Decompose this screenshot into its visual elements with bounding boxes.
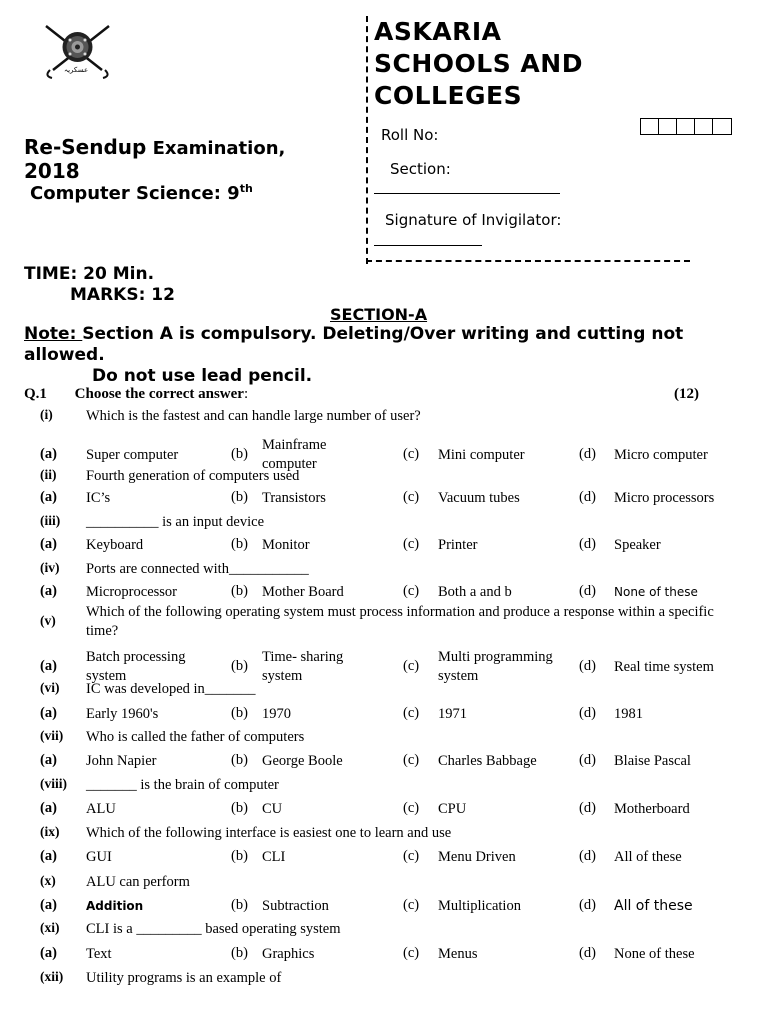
option-d[interactable]: All of these [614,849,682,865]
option-a[interactable]: ALU [86,801,116,817]
option-letter: (d) [579,536,596,552]
q1-text: Choose the correct answer [74,386,244,402]
question-number: (viii) [40,776,67,791]
option-letter: (c) [403,536,420,552]
logo-caption: عسکریہ [64,66,89,74]
q1-marks: (12) [674,386,699,402]
option-b[interactable]: Subtraction [262,898,329,914]
q1-heading [24,386,248,403]
question-text: IC was developed in_______ [86,681,256,697]
question-number: (x) [40,873,56,888]
option-d[interactable]: Micro computer [614,447,708,463]
option-letter: (c) [403,800,420,816]
subject-sup: th [239,182,253,195]
exam-title [24,136,285,184]
option-a[interactable]: Super computer [86,447,179,463]
option-d[interactable]: None of these [614,585,698,599]
roll-box[interactable] [677,119,695,134]
option-c[interactable]: CPU [438,801,467,817]
option-letter: (d) [579,446,596,462]
roll-box[interactable] [695,119,713,134]
option-letter: (b) [231,583,248,599]
question-number: (xii) [40,969,64,984]
option-letter: (b) [231,945,248,961]
option-a[interactable]: Microprocessor [86,584,178,600]
option-letter: (b) [231,446,248,462]
option-d[interactable]: All of these [614,898,693,914]
option-a[interactable]: GUI [86,849,112,865]
question-text: Fourth generation of computers used [86,468,300,484]
option-c[interactable]: Charles Babbage [438,753,537,769]
option-letter: (d) [579,945,596,961]
question-number: (iv) [40,560,60,575]
option-letter: (b) [231,489,248,505]
exam-title-part2: Examination, [146,138,286,159]
exam-time: TIME: 20 Min. [24,264,155,284]
question-text: Which of the following interface is easiest one to learn and use [86,825,452,841]
question-text: Who is called the father of computers [86,729,305,745]
option-b[interactable]: CLI [262,849,286,865]
option-letter: (b) [231,658,248,674]
option-letter: (d) [579,583,596,599]
option-a[interactable]: Keyboard [86,537,144,553]
subject-title [30,182,253,204]
option-d[interactable]: Blaise Pascal [614,753,691,769]
option-letter: (c) [403,752,420,768]
option-b[interactable]: Transistors [262,490,326,506]
roll-box[interactable] [713,119,731,134]
option-c[interactable]: Mini computer [438,447,525,463]
question-text: _______ is the brain of computer [86,777,279,793]
option-letter: (c) [403,945,420,961]
question-text: Ports are connected with___________ [86,561,309,577]
option-letter: (a) [40,658,57,674]
option-c[interactable]: Menus [438,946,478,962]
question-number: (ix) [40,824,60,839]
option-letter: (c) [403,848,420,864]
pencil-note: Do not use lead pencil. [92,366,313,386]
note-text: Section A is compulsory. Deleting/Over writing and cutting not allowed. [24,324,684,365]
option-a[interactable]: Addition [86,899,144,913]
question-text: ALU can perform [86,874,190,890]
exam-marks: MARKS: 12 [70,285,175,305]
option-letter: (a) [40,752,57,768]
option-b[interactable]: Mother Board [262,584,344,600]
option-letter: (a) [40,945,57,961]
question-text: Which is the fastest and can handle large number of user? [86,408,421,424]
option-letter: (b) [231,848,248,864]
option-b[interactable]: 1970 [262,706,291,722]
option-b[interactable]: Monitor [262,537,310,553]
option-letter: (b) [231,705,248,721]
school-name-line3: COLLEGES [374,81,523,110]
option-a[interactable]: Batch processing system [86,649,186,684]
question-text: Which of the following operating system must process information and produce a response within a specific time? [86,604,714,639]
option-letter: (d) [579,489,596,505]
option-letter: (a) [40,897,57,913]
question-text: Utility programs is an example of [86,970,282,986]
option-letter: (c) [403,897,420,913]
question-number: (vii) [40,728,64,743]
q1-number: Q.1 [24,386,47,402]
option-c[interactable]: Multi programming system [438,649,553,684]
option-d[interactable]: Micro processors [614,490,715,506]
question-text: CLI is a _________ based operating system [86,921,341,937]
option-b[interactable]: Time- sharing system [262,649,344,684]
option-letter: (a) [40,705,57,721]
roll-box[interactable] [659,119,677,134]
option-letter: (b) [231,536,248,552]
option-letter: (a) [40,583,57,599]
question-number: (ii) [40,467,57,482]
option-c[interactable]: Multiplication [438,898,521,914]
option-c[interactable]: Menu Driven [438,849,516,865]
option-b[interactable]: Graphics [262,946,315,962]
box-bottom-border [366,260,690,262]
option-letter: (d) [579,897,596,913]
question-text: __________ is an input device [86,514,265,530]
question-number: (i) [40,407,53,422]
option-a[interactable]: John Napier [86,753,157,769]
option-letter: (d) [579,752,596,768]
option-letter: (a) [40,536,57,552]
box-left-border [366,16,368,264]
option-a[interactable]: Early 1960's [86,706,159,722]
option-letter: (a) [40,489,57,505]
question-number: (iii) [40,513,61,528]
note [24,324,759,366]
exam-title-part1: Re-Sendup [24,135,147,159]
subject-text: Computer Science: 9 [30,183,240,204]
option-letter: (c) [403,583,420,599]
option-letter: (b) [231,800,248,816]
option-a[interactable]: Text [86,946,112,962]
school-logo-icon [40,20,115,85]
option-letter: (c) [403,446,420,462]
school-name [374,16,583,112]
roll-no-boxes[interactable] [640,118,732,135]
option-letter: (d) [579,800,596,816]
option-c[interactable]: Vacuum tubes [438,490,520,506]
option-d[interactable]: Speaker [614,537,661,553]
option-c[interactable]: Printer [438,537,478,553]
roll-box[interactable] [641,119,659,134]
signature-line[interactable] [374,245,482,246]
option-letter: (a) [40,446,57,462]
option-letter: (d) [579,658,596,674]
question-number: (xi) [40,920,60,935]
option-b[interactable]: CU [262,801,283,817]
section-heading: SECTION-A [330,305,428,324]
option-letter: (d) [579,848,596,864]
option-letter: (b) [231,897,248,913]
option-d[interactable]: Motherboard [614,801,690,817]
option-letter: (a) [40,848,57,864]
option-c[interactable]: Both a and b [438,584,512,600]
question-number: (vi) [40,680,60,695]
option-letter: (c) [403,489,420,505]
note-label: Note: [24,324,83,344]
option-letter: (c) [403,705,420,721]
option-d[interactable]: 1981 [614,706,643,722]
option-a[interactable]: IC’s [86,490,111,506]
option-b[interactable]: Mainframe computer [262,437,327,472]
section-line[interactable] [374,193,560,194]
option-letter: (b) [231,752,248,768]
question-number: (v) [40,613,56,628]
section-label: Section: [390,160,451,178]
exam-year: 2018 [24,159,80,183]
school-name-line2: SCHOOLS AND [374,49,583,78]
option-letter: (d) [579,705,596,721]
q1-colon: : [243,386,249,402]
option-d[interactable]: None of these [614,946,695,962]
signature-label: Signature of Invigilator: [385,211,562,229]
school-name-line1: ASKARIA [374,17,502,46]
option-c[interactable]: 1971 [438,706,467,722]
option-letter: (c) [403,658,420,674]
option-b[interactable]: George Boole [262,753,343,769]
roll-no-label: Roll No: [381,126,439,144]
option-letter: (a) [40,800,57,816]
option-d[interactable]: Real time system [614,659,714,675]
